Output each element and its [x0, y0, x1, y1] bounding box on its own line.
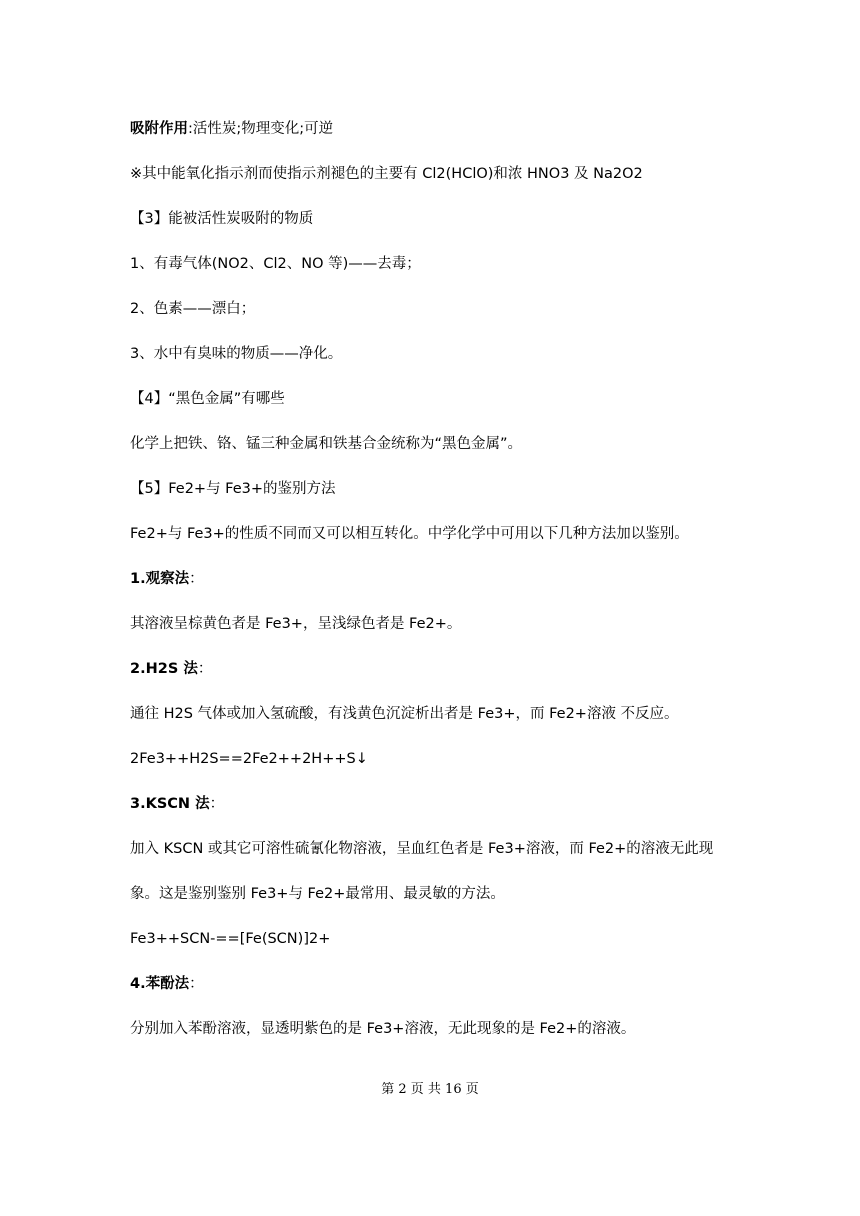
line-text: ※其中能氧化指示剂而使指示剂褪色的主要有 Cl2(HClO)和浓 HNO3 及 Na2O2	[130, 166, 643, 182]
line-text: :活性炭;物理变化;可逆	[188, 121, 334, 137]
bold-term: 1.观察法	[130, 571, 190, 587]
line-text: 2Fe3++H2S==2Fe2++2H++S↓	[130, 751, 368, 767]
line-text: ：	[189, 571, 204, 587]
page-footer: 第 2 页 共 16 页	[381, 1082, 479, 1097]
paragraph-adsorption	[130, 119, 750, 139]
bold-term: 3.KSCN 法	[130, 796, 210, 812]
line-text: Fe2+与 Fe3+的性质不同而又可以相互转化。中学化学中可用以下几种方法加以鉴别。	[130, 526, 689, 542]
line-text: 【3】能被活性炭吸附的物质	[130, 211, 314, 227]
bold-term: 2.H2S 法	[130, 661, 198, 677]
paragraph	[130, 884, 750, 904]
paragraph	[130, 1019, 750, 1039]
line-text: 通往 H2S 气体或加入氢硫酸，有浅黄色沉淀析出者是 Fe3+，而 Fe2+溶液 不反应。	[130, 706, 679, 722]
section-heading-3	[130, 209, 750, 229]
line-text: 象。这是鉴别鉴别 Fe3+与 Fe2+最常用、最灵敏的方法。	[130, 886, 505, 902]
line-text: ：	[189, 976, 204, 992]
line-text: 【4】“黑色金属”有哪些	[130, 391, 285, 407]
list-item	[130, 299, 750, 319]
list-item	[130, 344, 750, 364]
paragraph	[130, 614, 750, 634]
method-heading	[130, 659, 750, 679]
method-heading	[130, 569, 750, 589]
paragraph	[130, 524, 750, 544]
line-text: 1、有毒气体(NO2、Cl2、NO 等)——去毒；	[130, 256, 421, 272]
line-text: Fe3++SCN-==[Fe(SCN)]2+	[130, 931, 331, 947]
line-text: 分别加入苯酚溶液，显透明紫色的是 Fe3+溶液，无此现象的是 Fe2+的溶液。	[130, 1021, 636, 1037]
equation	[130, 929, 750, 949]
section-heading-4	[130, 389, 750, 409]
section-heading-5	[130, 479, 750, 499]
equation	[130, 749, 750, 769]
paragraph	[130, 704, 750, 724]
line-text: 其溶液呈棕黄色者是 Fe3+，呈浅绿色者是 Fe2+。	[130, 616, 462, 632]
line-text: ：	[209, 796, 225, 812]
line-text: ：	[197, 661, 213, 677]
paragraph-oxidizer-note	[130, 164, 750, 184]
list-item	[130, 254, 750, 274]
line-text: 化学上把铁、铬、锰三种金属和铁基合金统称为“黑色金属”。	[130, 436, 523, 452]
line-text: 加入 KSCN 或其它可溶性硫氰化物溶液，呈血红色者是 Fe3+溶液，而 Fe2+的溶液无此现	[130, 841, 714, 857]
line-text: 3、水中有臭味的物质——净化。	[130, 346, 343, 362]
bold-term: 4.苯酚法	[130, 976, 190, 992]
bold-term: 吸附作用	[130, 121, 188, 137]
method-heading	[130, 974, 750, 994]
method-heading	[130, 794, 750, 814]
paragraph	[130, 434, 750, 454]
line-text: 2、色素——漂白；	[130, 301, 256, 317]
paragraph	[130, 839, 750, 859]
line-text: 【5】Fe2+与 Fe3+的鉴别方法	[130, 481, 336, 497]
